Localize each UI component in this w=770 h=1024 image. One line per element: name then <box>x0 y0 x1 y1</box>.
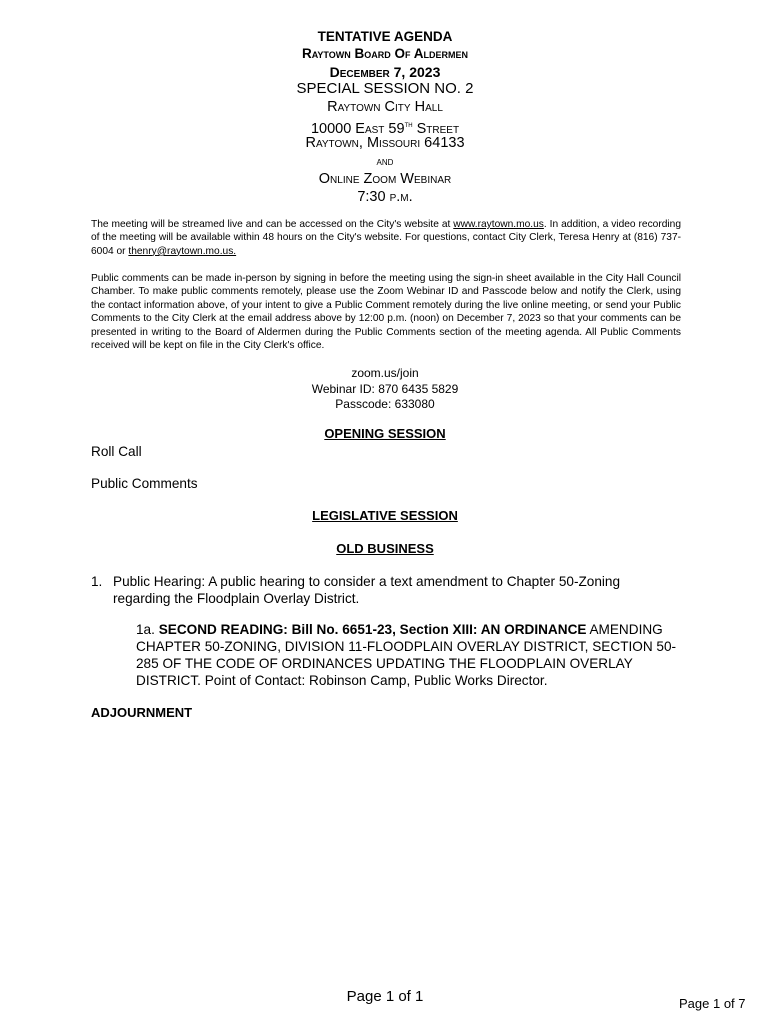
opening-session-heading: OPENING SESSION <box>324 426 446 441</box>
zoom-passcode: Passcode: 633080 <box>335 397 435 411</box>
session-number: SPECIAL SESSION NO. 2 <box>296 80 474 97</box>
public-comments-item: Public Comments <box>91 476 198 491</box>
item-1-number: 1. <box>91 574 103 589</box>
clerk-email-link[interactable]: thenry@raytown.mo.us. <box>128 245 237 257</box>
website-link[interactable]: www.raytown.mo.us <box>453 219 544 230</box>
zoom-url: zoom.us/join <box>351 366 419 380</box>
zoom-webinar-id: Webinar ID: 870 6435 5829 <box>311 382 459 396</box>
roll-call: Roll Call <box>91 444 142 459</box>
venue-name: Raytown City Hall <box>327 99 443 115</box>
board-name: Raytown Board Of Aldermen <box>301 46 468 61</box>
adjournment-heading: ADJOURNMENT <box>91 705 193 720</box>
public-comments-paragraph: Public comments can be made in-person by signing in before the meeting using the sign-in sheet available in the City Hall Council Chamber. To make public comments remotely, please use the Zoom Webinar ID and Passcode below and notify the Clerk, using the contact information above, of your intent to give a Public Comment remotely during the live online meeting, or send your Public Comments to the City Clerk at the email address above by 12:00 p.m. (noon) on December 7, 2023 so that your comments can be presented in writing to the Board of Aldermen during the Public Comments section of the meeting agenda. All Public Comments received will be kept on file in the City Clerk's office. <box>91 273 681 352</box>
item-1-text: Public Hearing: A public hearing to consider a text amendment to Chapter 50-Zoning regarding the Floodplain Overlay District. <box>113 574 621 606</box>
online-webinar: Online Zoom Webinar <box>318 171 452 187</box>
agenda-title: TENTATIVE AGENDA <box>317 29 453 44</box>
legislative-session-heading: LEGISLATIVE SESSION <box>312 508 458 523</box>
venue-street: 10000 East 59th Street <box>310 120 460 137</box>
header-and: and <box>376 154 394 168</box>
meeting-time: 7:30 p.m. <box>357 189 413 205</box>
page-number-corner: Page 1 of 7 <box>679 996 746 1011</box>
item-1a-ordinance: 1a. SECOND READING: Bill No. 6651-23, Section XIII: AN ORDINANCE AMENDING CHAPTER 50-ZONING, DIVISION 11-FLOODPLAIN OVERLAY DISTRICT, SECTION 50-285 OF THE CODE OF ORDINANCES UPDATING THE FLOODPLAIN OVERLAY DISTRICT. Point of Contact: Robinson Camp, Public Works Director. <box>136 622 677 688</box>
venue-city: Raytown, Missouri 64133 <box>305 135 465 151</box>
page-number-main: Page 1 of 1 <box>346 988 424 1005</box>
stream-info-paragraph: The meeting will be streamed live and can be accessed on the City's website at www.raytown.mo.us. In addition, a video recording of the meeting will be available within 48 hours on the City's website. For questions, contact City Clerk, Teresa Henry at (816) 737-6004 or thenry@raytown.mo.us. <box>91 219 681 257</box>
meeting-date: December 7, 2023 <box>329 64 441 80</box>
old-business-heading: OLD BUSINESS <box>336 541 434 556</box>
